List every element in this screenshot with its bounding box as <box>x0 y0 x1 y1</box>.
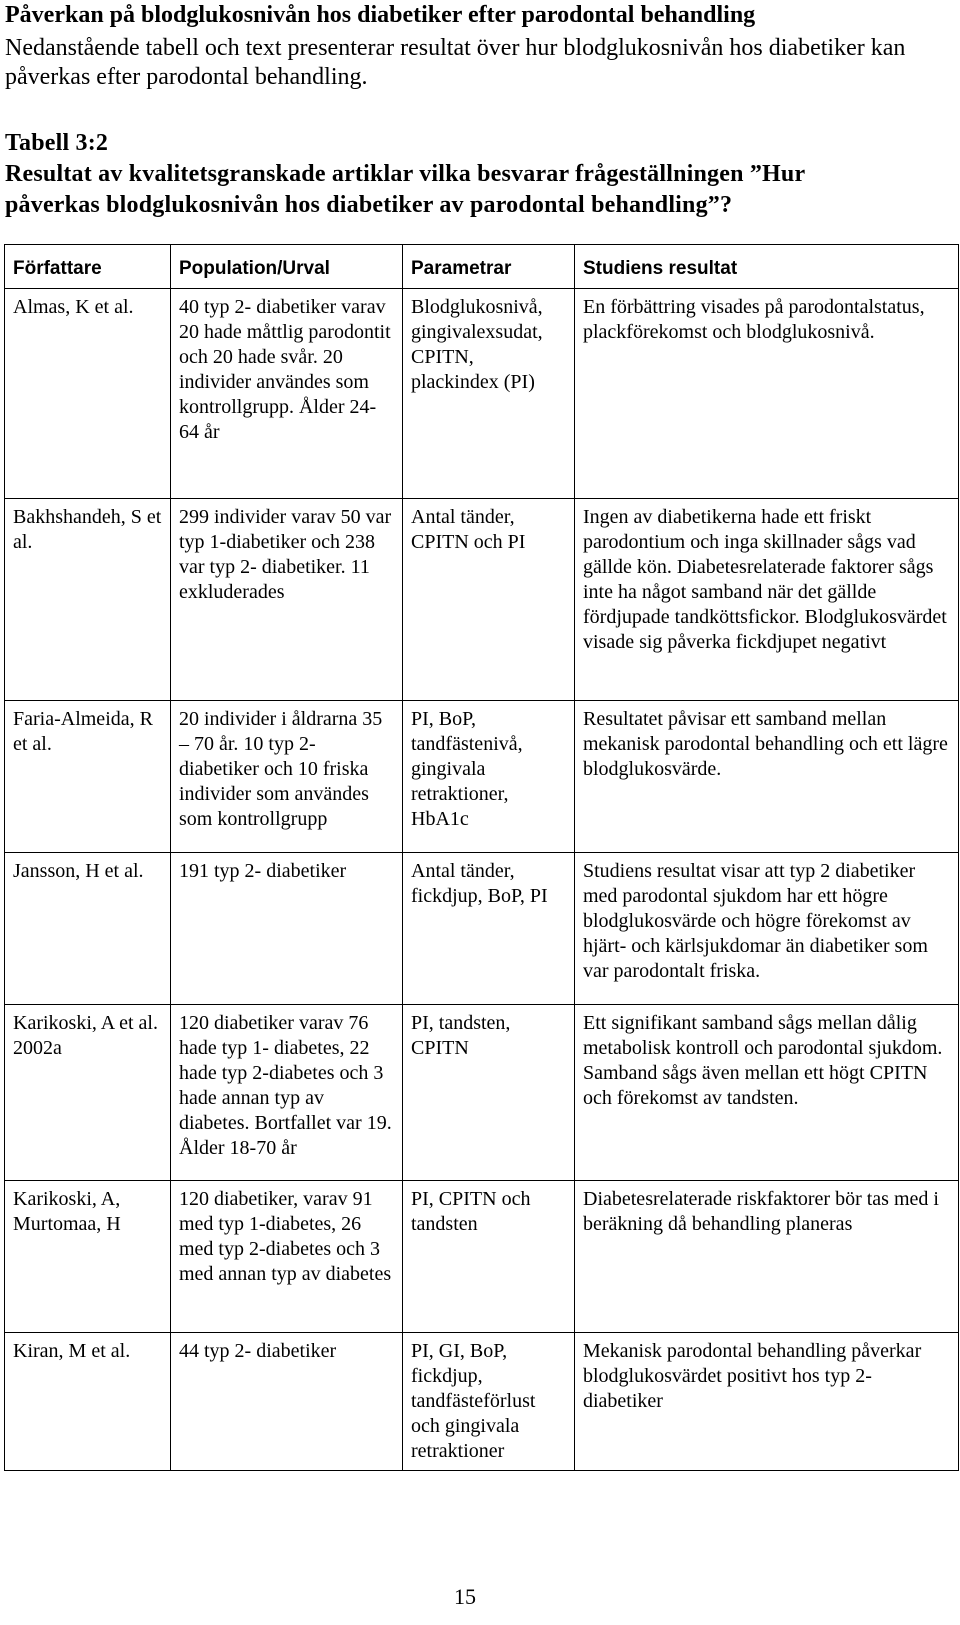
results-table <box>4 244 959 1471</box>
cell-result: En förbättring visades på parodontalstatus, plackförekomst och blodglukosnivå. <box>575 289 959 499</box>
cell-author: Almas, K et al. <box>5 289 171 499</box>
table-caption-line-1: Resultat av kvalitetsgranskade artiklar vilka besvarar frågeställningen ”Hur <box>5 161 806 187</box>
cell-population: 191 typ 2- diabetiker <box>171 853 403 1005</box>
table-row <box>5 289 959 499</box>
cell-parameters: Antal tänder, CPITN och PI <box>403 499 575 701</box>
cell-author: Kiran, M et al. <box>5 1333 171 1471</box>
cell-result: Mekanisk parodontal behandling påverkar blodglukosvärdet positivt hos typ 2- diabetiker <box>575 1333 959 1471</box>
cell-author: Karikoski, A, Murtomaa, H <box>5 1181 171 1333</box>
cell-author: Faria-Almeida, R et al. <box>5 701 171 853</box>
cell-result: Ingen av diabetikerna hade ett friskt parodontium och inga skillnader sågs vad gällde kön. Diabetesrelaterade faktorer sågs inte ha något samband när det gällde fördjupade tandköttsfickor. Blodglukosvärdet visade sig påverka fickdjupet negativt <box>575 499 959 701</box>
cell-population: 20 individer i åldrarna 35 – 70 år. 10 typ 2- diabetiker och 10 friska individer som användes som kontrollgrupp <box>171 701 403 853</box>
table-row <box>5 1333 959 1471</box>
cell-population: 44 typ 2- diabetiker <box>171 1333 403 1471</box>
cell-parameters: PI, CPITN och tandsten <box>403 1181 575 1333</box>
cell-population: 120 diabetiker varav 76 hade typ 1- diabetes, 22 hade typ 2-diabetes och 3 hade annan typ av diabetes. Bortfallet var 19. Ålder 18-70 år <box>171 1005 403 1181</box>
table-row <box>5 1181 959 1333</box>
cell-parameters: PI, GI, BoP, fickdjup, tandfästeförlust och gingivala retraktioner <box>403 1333 575 1471</box>
cell-result: Ett signifikant samband sågs mellan dålig metabolisk kontroll och parodontal sjukdom. Samband sågs även mellan ett högt CPITN och förekomst av tandsten. <box>575 1005 959 1181</box>
table-header-row <box>5 245 959 289</box>
cell-result: Diabetesrelaterade riskfaktorer bör tas med i beräkning då behandling planeras <box>575 1181 959 1333</box>
table-caption-label: Tabell 3:2 <box>5 130 109 156</box>
cell-parameters: PI, BoP, tandfästenivå, gingivala retraktioner, HbA1c <box>403 701 575 853</box>
page-heading: Påverkan på blodglukosnivån hos diabetiker efter parodontal behandling <box>5 2 756 28</box>
cell-parameters: Blodglukosnivå, gingivalexsudat, CPITN, plackindex (PI) <box>403 289 575 499</box>
cell-author: Karikoski, A et al. 2002a <box>5 1005 171 1181</box>
table-row <box>5 853 959 1005</box>
table-row <box>5 701 959 853</box>
cell-parameters: Antal tänder, fickdjup, BoP, PI <box>403 853 575 1005</box>
page-number: 15 <box>454 1584 476 1609</box>
cell-author: Jansson, H et al. <box>5 853 171 1005</box>
cell-parameters: PI, tandsten, CPITN <box>403 1005 575 1181</box>
table-row <box>5 499 959 701</box>
header-author: Författare <box>5 245 171 289</box>
header-parameters: Parametrar <box>403 245 575 289</box>
table-caption-line-2: påverkas blodglukosnivån hos diabetiker av parodontal behandling”? <box>5 192 733 218</box>
intro-paragraph: Nedanstående tabell och text presenterar resultat över hur blodglukosnivån hos diabetiker kan påverkas efter parodontal behandling. <box>5 35 906 90</box>
table-row <box>5 1005 959 1181</box>
header-result: Studiens resultat <box>575 245 959 289</box>
table-caption <box>5 128 935 221</box>
cell-result: Resultatet påvisar ett samband mellan mekanisk parodontal behandling och ett lägre blodglukosvärde. <box>575 701 959 853</box>
cell-result: Studiens resultat visar att typ 2 diabetiker med parodontal sjukdom har ett högre blodglukosvärde och högre förekomst av hjärt- och kärlsjukdomar än diabetiker som var parodontalt friska. <box>575 853 959 1005</box>
header-population: Population/Urval <box>171 245 403 289</box>
cell-population: 299 individer varav 50 var typ 1-diabetiker och 238 var typ 2- diabetiker. 11 exkluderades <box>171 499 403 701</box>
cell-author: Bakhshandeh, S et al. <box>5 499 171 701</box>
cell-population: 40 typ 2- diabetiker varav 20 hade måttlig parodontit och 20 hade svår. 20 individer användes som kontrollgrupp. Ålder 24-64 år <box>171 289 403 499</box>
cell-population: 120 diabetiker, varav 91 med typ 1-diabetes, 26 med typ 2-diabetes och 3 med annan typ av diabetes <box>171 1181 403 1333</box>
